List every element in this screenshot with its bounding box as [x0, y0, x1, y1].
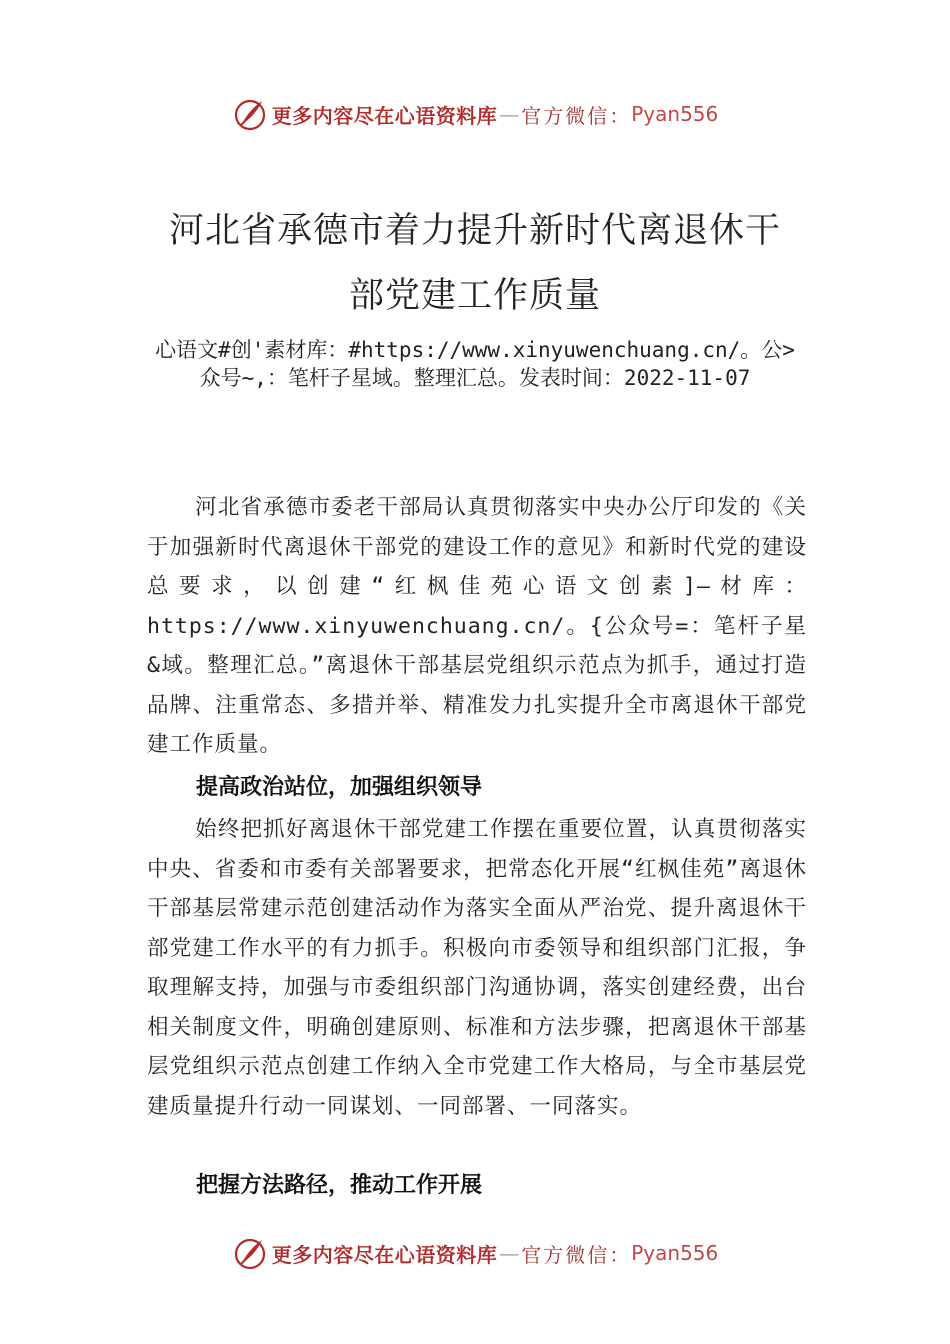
body-paragraph-2: [147, 810, 807, 1126]
body-paragraph-1: [147, 488, 807, 765]
banner-dash: —: [499, 1241, 520, 1265]
banner-wechat-label: 官方微信：: [521, 1242, 632, 1267]
body-paragraph-2-text: 始终把抓好离退休干部党建工作摆在重要位置，认真贯彻落实中央、省委和市委有关部署要求，把常态化开展“红枫佳苑”离退休干部基层常建示范创建活动作为落实全面从严治党、提升离退休干部党建工作水平的有力抓手。积极向市委领导和组织部门汇报，争取理解支持，加强与市委组织部门沟通协调，落实创建经费，出台相关制度文件，明确创建原则、标准和方法步骤，把离退休干部基层党组织示范点创建工作纳入全市党建工作大格局，与全市基层党建质量提升行动一同谋划、一同部署、一同落实。: [147, 817, 807, 1119]
banner-wechat-id: Pyan556: [631, 102, 719, 126]
feather-quill-icon: [232, 1235, 268, 1271]
section-heading-2: 把握方法路径，推动工作开展: [196, 1173, 483, 1198]
banner-slogan: 更多内容尽在心语资料库: [271, 103, 498, 128]
banner-dash: —: [499, 102, 520, 126]
feather-quill-icon: [232, 96, 268, 132]
document-title-line-1: 河北省承德市着力提升新时代离退休干: [168, 211, 781, 251]
banner-wechat-label: 官方微信：: [521, 103, 632, 128]
footer-banner: [0, 1233, 950, 1273]
document-meta: 心语文#创'素材库：#https://www.xinyuwenchuang.cn/。公>众号~,：笔杆子星域。整理汇总。发表时间：2022-11-07: [155, 338, 795, 390]
body-paragraph-1-text: 河北省承德市委老干部局认真贯彻落实中央办公厅印发的《关于加强新时代离退休干部党的建设工作的意见》和新时代党的建设总要求，以创建“红枫佳苑心语文创素]—材库：https://www.xinyuwenchuang.cn/。{公众号=：笔杆子星&域。整理汇总。”离退休干部基层党组织示范点为抓手，通过打造品牌、注重常态、多措并举、精准发力扎实提升全市离退休干部党建工作质量。: [147, 495, 807, 757]
header-banner: [0, 94, 950, 134]
section-heading-1: 提高政治站位，加强组织领导: [196, 775, 483, 800]
banner-slogan: 更多内容尽在心语资料库: [271, 1242, 498, 1267]
banner-wechat-id: Pyan556: [631, 1241, 719, 1265]
document-title-line-2: 部党建工作质量: [348, 276, 601, 316]
